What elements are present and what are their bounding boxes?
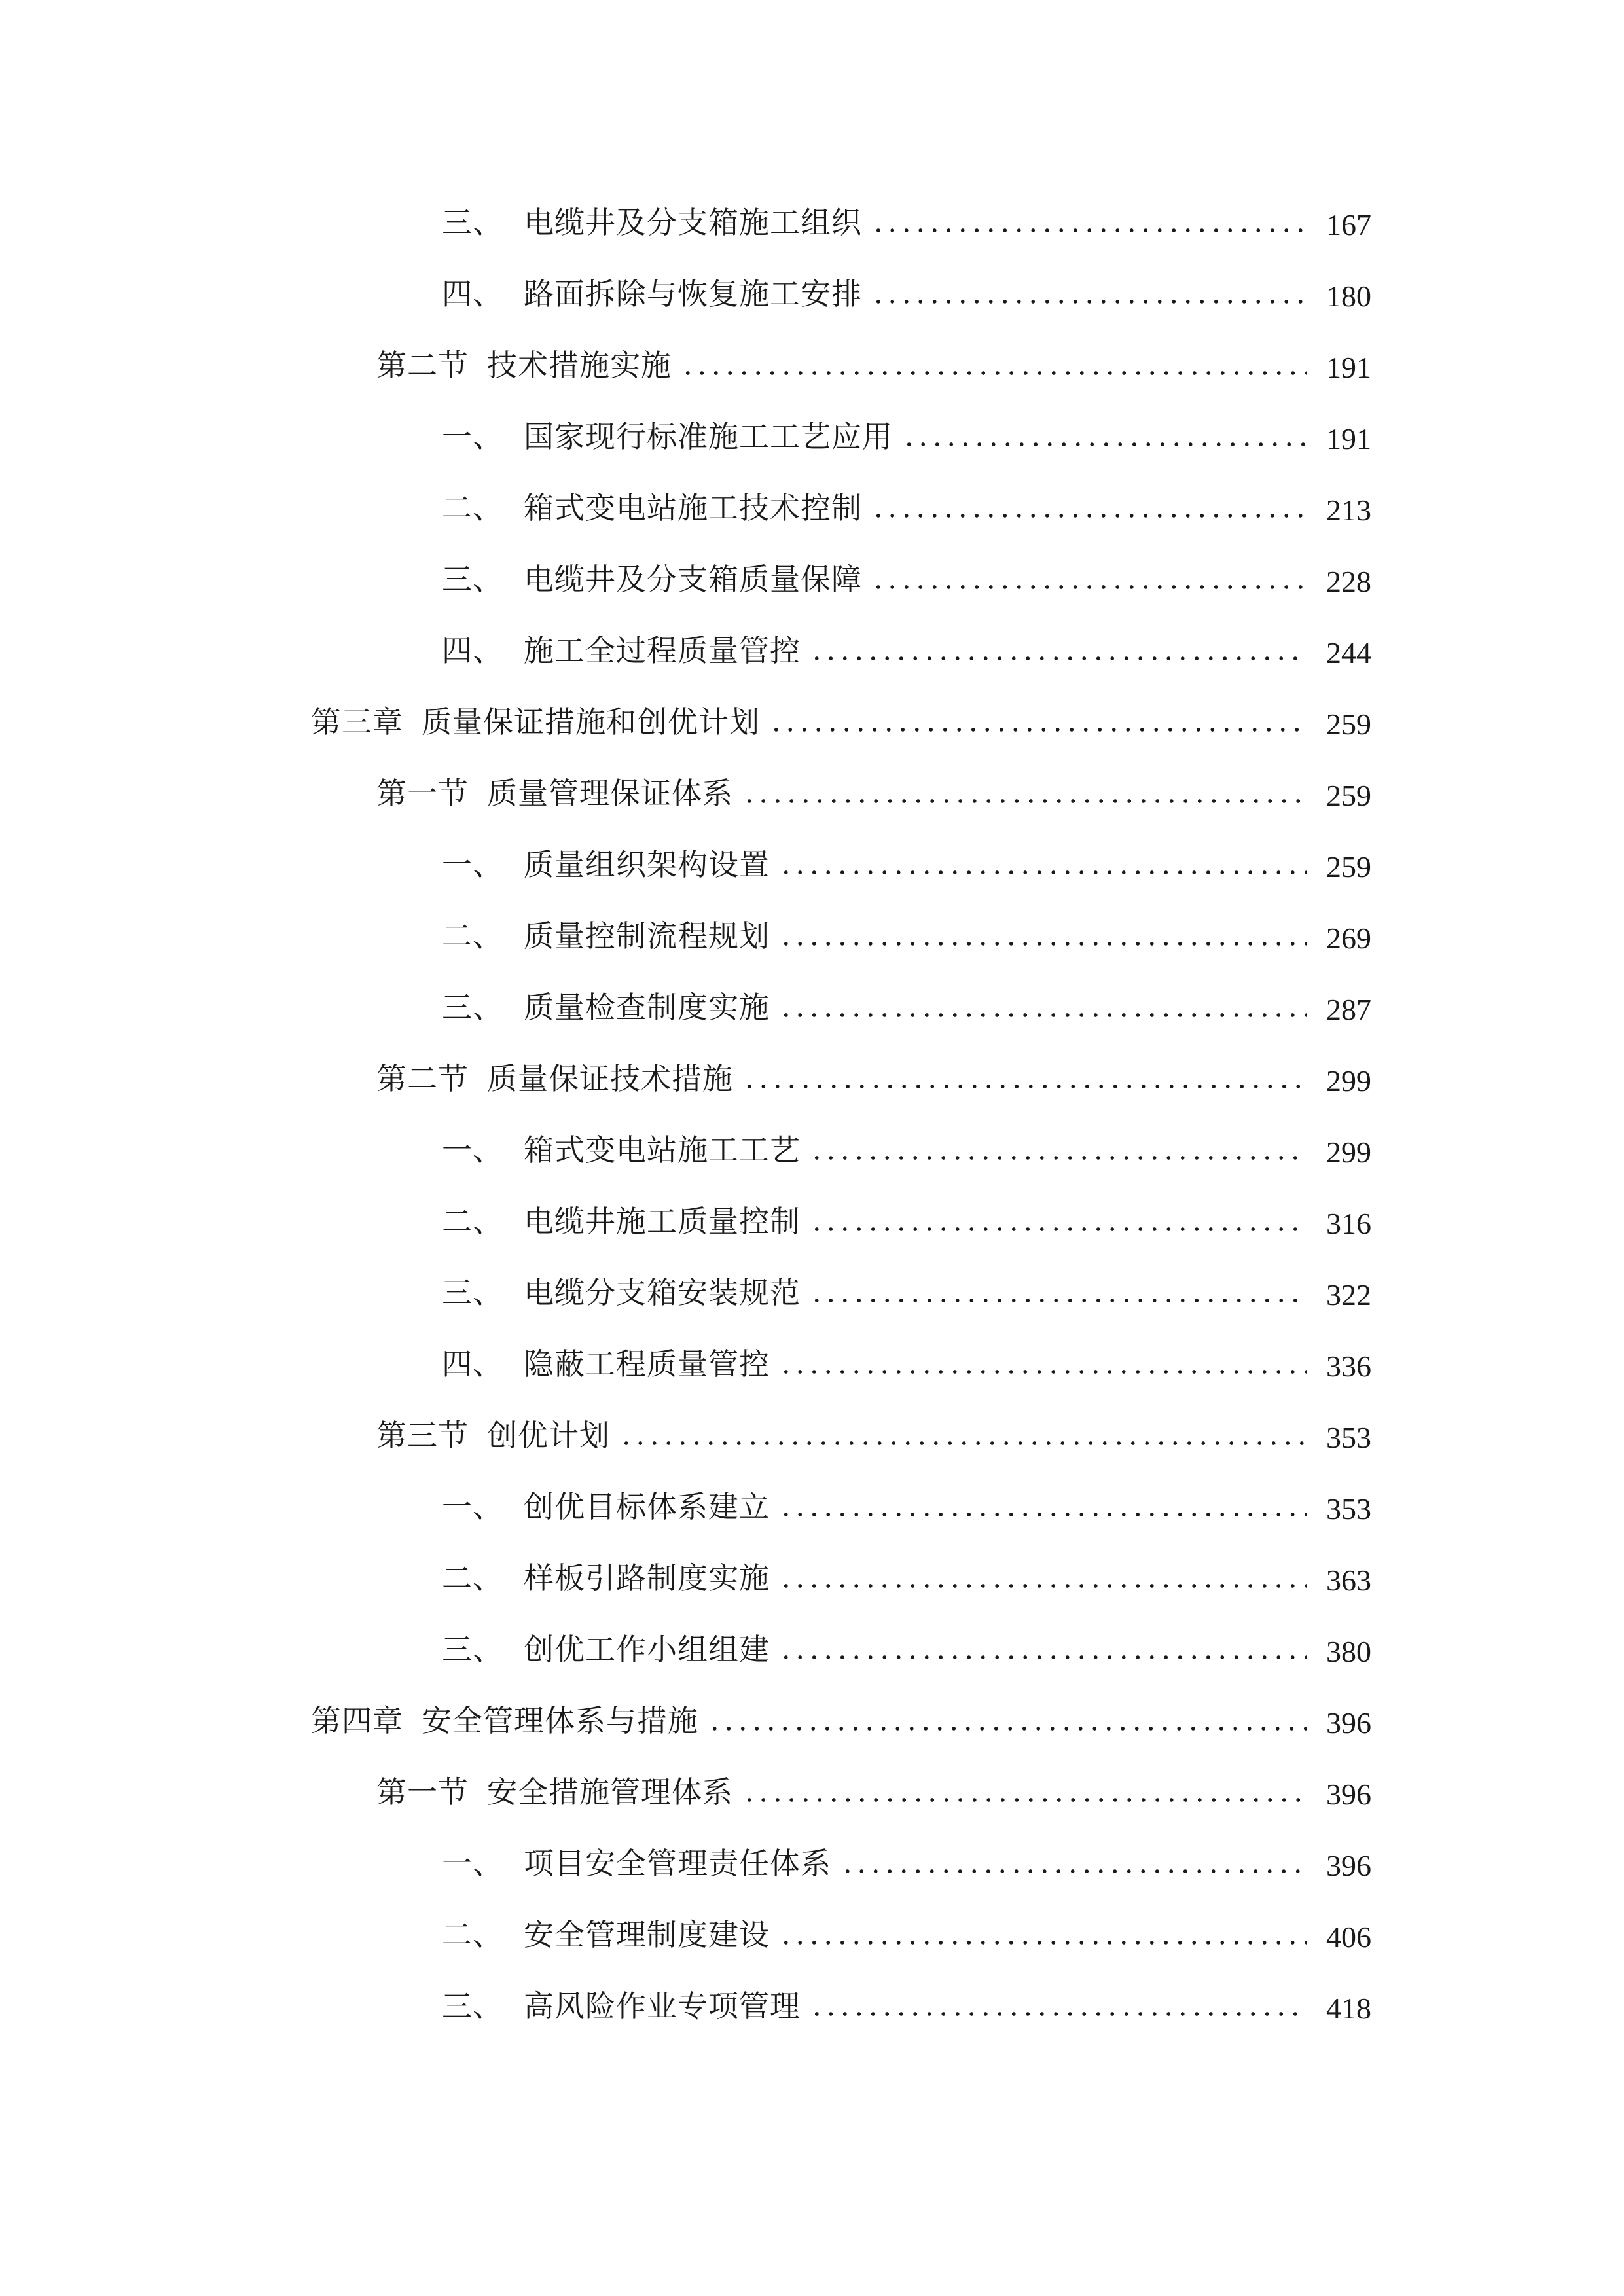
toc-entry-title: 电缆井及分支箱质量保障 [524, 562, 862, 597]
toc-entry-title: 质量保证措施和创优计划 [422, 704, 760, 740]
dot-leader [840, 1867, 1307, 1875]
toc-entry[interactable] [442, 547, 1371, 599]
toc-entry-number: 一、 [442, 847, 503, 882]
toc-entry[interactable] [442, 1545, 1371, 1598]
toc-entry-number: 一、 [442, 419, 503, 454]
toc-entry-number: 三、 [442, 562, 503, 597]
toc-entry-page: 418 [1326, 1992, 1371, 2025]
toc-entry[interactable] [442, 190, 1371, 242]
toc-entry-number: 一、 [442, 1489, 503, 1524]
toc-entry-title: 质量管理保证体系 [487, 776, 733, 811]
toc-entry-title: 施工全过程质量管控 [524, 633, 801, 668]
toc-entry-title: 样板引路制度实施 [524, 1560, 770, 1596]
toc-entry-title: 隐蔽工程质量管控 [524, 1346, 770, 1382]
toc-entry-title: 质量检查制度实施 [524, 990, 770, 1025]
toc-entry-number: 二、 [442, 1917, 503, 1952]
toc-entry-title: 安全管理制度建设 [524, 1917, 770, 1952]
dot-leader [810, 655, 1307, 662]
toc-entry[interactable] [442, 261, 1371, 314]
toc-entry-page: 336 [1326, 1350, 1371, 1383]
toc-entry-page: 259 [1326, 779, 1371, 812]
toc-entry-title: 创优计划 [487, 1418, 610, 1453]
toc-entry-page: 396 [1326, 1778, 1371, 1811]
dot-leader [681, 369, 1307, 377]
dot-leader [619, 1439, 1307, 1447]
toc-entry[interactable] [376, 1403, 1371, 1455]
toc-entry-page: 353 [1326, 1421, 1371, 1454]
toc-entry-title: 创优目标体系建立 [524, 1489, 770, 1524]
toc-entry[interactable] [376, 332, 1371, 385]
dot-leader [871, 512, 1307, 520]
toc-entry-number: 第三章 [311, 704, 403, 740]
toc-entry-title: 技术措施实施 [487, 348, 672, 383]
toc-entry-page: 228 [1326, 565, 1371, 598]
toc-entry-number: 第四章 [311, 1703, 403, 1738]
toc-entry-page: 213 [1326, 493, 1371, 527]
toc-entry-number: 三、 [442, 990, 503, 1025]
dot-leader [779, 869, 1307, 876]
dot-leader [779, 1582, 1307, 1590]
toc-entry-page: 191 [1326, 422, 1371, 456]
toc-entry-number: 二、 [442, 1560, 503, 1596]
dot-leader [779, 1511, 1307, 1518]
toc-entry[interactable] [311, 1688, 1371, 1740]
toc-entry-page: 299 [1326, 1136, 1371, 1169]
toc-entry-number: 四、 [442, 633, 503, 668]
toc-entry[interactable] [442, 903, 1371, 956]
dot-leader [810, 1225, 1307, 1233]
toc-entry-number: 四、 [442, 276, 503, 312]
toc-entry-title: 高风险作业专项管理 [524, 1988, 801, 2024]
toc-entry-page: 406 [1326, 1920, 1371, 1954]
toc-entry[interactable] [442, 1260, 1371, 1312]
toc-entry-page: 396 [1326, 1849, 1371, 1882]
dot-leader [871, 583, 1307, 591]
toc-entry-title: 安全措施管理体系 [487, 1774, 733, 1810]
toc-entry-title: 路面拆除与恢复施工安排 [524, 276, 862, 312]
toc-entry-page: 299 [1326, 1064, 1371, 1098]
toc-entry-page: 180 [1326, 279, 1371, 313]
toc-entry[interactable] [311, 689, 1371, 742]
dot-leader [871, 226, 1307, 234]
dot-leader [779, 940, 1307, 948]
toc-entry-page: 322 [1326, 1278, 1371, 1312]
dot-leader [742, 1083, 1307, 1090]
dot-leader [902, 440, 1307, 448]
dot-leader [810, 2010, 1307, 2018]
dot-leader [779, 1653, 1307, 1661]
toc-entry[interactable] [442, 1617, 1371, 1669]
toc-entry[interactable] [442, 1117, 1371, 1170]
toc-entry-page: 380 [1326, 1635, 1371, 1668]
toc-entry-title: 箱式变电站施工工艺 [524, 1132, 801, 1168]
dot-leader [742, 797, 1307, 805]
toc-entry-number: 第二节 [376, 1061, 469, 1096]
toc-entry-title: 箱式变电站施工技术控制 [524, 490, 862, 526]
toc-entry-number: 一、 [442, 1132, 503, 1168]
toc-entry-page: 316 [1326, 1207, 1371, 1240]
toc-entry-number: 二、 [442, 918, 503, 954]
toc-entry-page: 167 [1326, 208, 1371, 242]
toc-entry-page: 396 [1326, 1706, 1371, 1740]
toc-entry[interactable] [442, 1331, 1371, 1384]
toc-entry-title: 质量组织架构设置 [524, 847, 770, 882]
toc-entry[interactable] [442, 1902, 1371, 1954]
toc-entry-title: 质量保证技术措施 [487, 1061, 733, 1096]
toc-entry[interactable] [442, 1189, 1371, 1241]
toc-entry[interactable] [442, 618, 1371, 670]
toc-entry-number: 三、 [442, 205, 503, 240]
toc-entry[interactable] [376, 761, 1371, 813]
dot-leader [708, 1725, 1307, 1732]
dot-leader [810, 1154, 1307, 1162]
toc-entry-page: 353 [1326, 1492, 1371, 1526]
toc-entry[interactable] [442, 404, 1371, 456]
toc-entry-number: 第一节 [376, 776, 469, 811]
toc-entry-number: 二、 [442, 490, 503, 526]
toc-entry[interactable] [442, 1474, 1371, 1526]
toc-entry[interactable] [376, 1046, 1371, 1098]
toc-entry-number: 一、 [442, 1846, 503, 1881]
toc-entry-number: 四、 [442, 1346, 503, 1382]
toc-entry-number: 第三节 [376, 1418, 469, 1453]
toc-entry-page: 244 [1326, 636, 1371, 670]
toc-entry-number: 三、 [442, 1275, 503, 1310]
toc-entry-number: 第一节 [376, 1774, 469, 1810]
toc-entry-title: 项目安全管理责任体系 [524, 1846, 831, 1881]
toc-entry[interactable] [442, 832, 1371, 884]
toc-entry-page: 259 [1326, 850, 1371, 884]
toc-entry-page: 191 [1326, 351, 1371, 384]
toc-entry[interactable] [442, 1831, 1371, 1883]
toc-entry[interactable] [376, 1759, 1371, 1812]
dot-leader [742, 1796, 1307, 1804]
dot-leader [779, 1939, 1307, 1946]
toc-entry-page: 363 [1326, 1564, 1371, 1597]
toc-entry-title: 创优工作小组组建 [524, 1632, 770, 1667]
toc-entry[interactable] [442, 1973, 1371, 2026]
toc-entry-title: 电缆井施工质量控制 [524, 1204, 801, 1239]
dot-leader [769, 726, 1307, 734]
toc-entry-number: 第二节 [376, 348, 469, 383]
dot-leader [871, 298, 1307, 306]
toc-entry[interactable] [442, 975, 1371, 1027]
toc-entry-title: 电缆分支箱安装规范 [524, 1275, 801, 1310]
toc-entry-number: 二、 [442, 1204, 503, 1239]
toc-entry-number: 三、 [442, 1988, 503, 2024]
toc-entry[interactable] [442, 475, 1371, 528]
toc-entry-title: 国家现行标准施工工艺应用 [524, 419, 893, 454]
toc-entry-title: 质量控制流程规划 [524, 918, 770, 954]
toc-entry-number: 三、 [442, 1632, 503, 1667]
toc-entry-title: 电缆井及分支箱施工组织 [524, 205, 862, 240]
toc-entry-page: 287 [1326, 993, 1371, 1026]
toc-entry-title: 安全管理体系与措施 [422, 1703, 698, 1738]
toc-entry-page: 269 [1326, 922, 1371, 955]
dot-leader [779, 1368, 1307, 1376]
dot-leader [810, 1297, 1307, 1304]
toc-entry-page: 259 [1326, 708, 1371, 741]
dot-leader [779, 1011, 1307, 1019]
